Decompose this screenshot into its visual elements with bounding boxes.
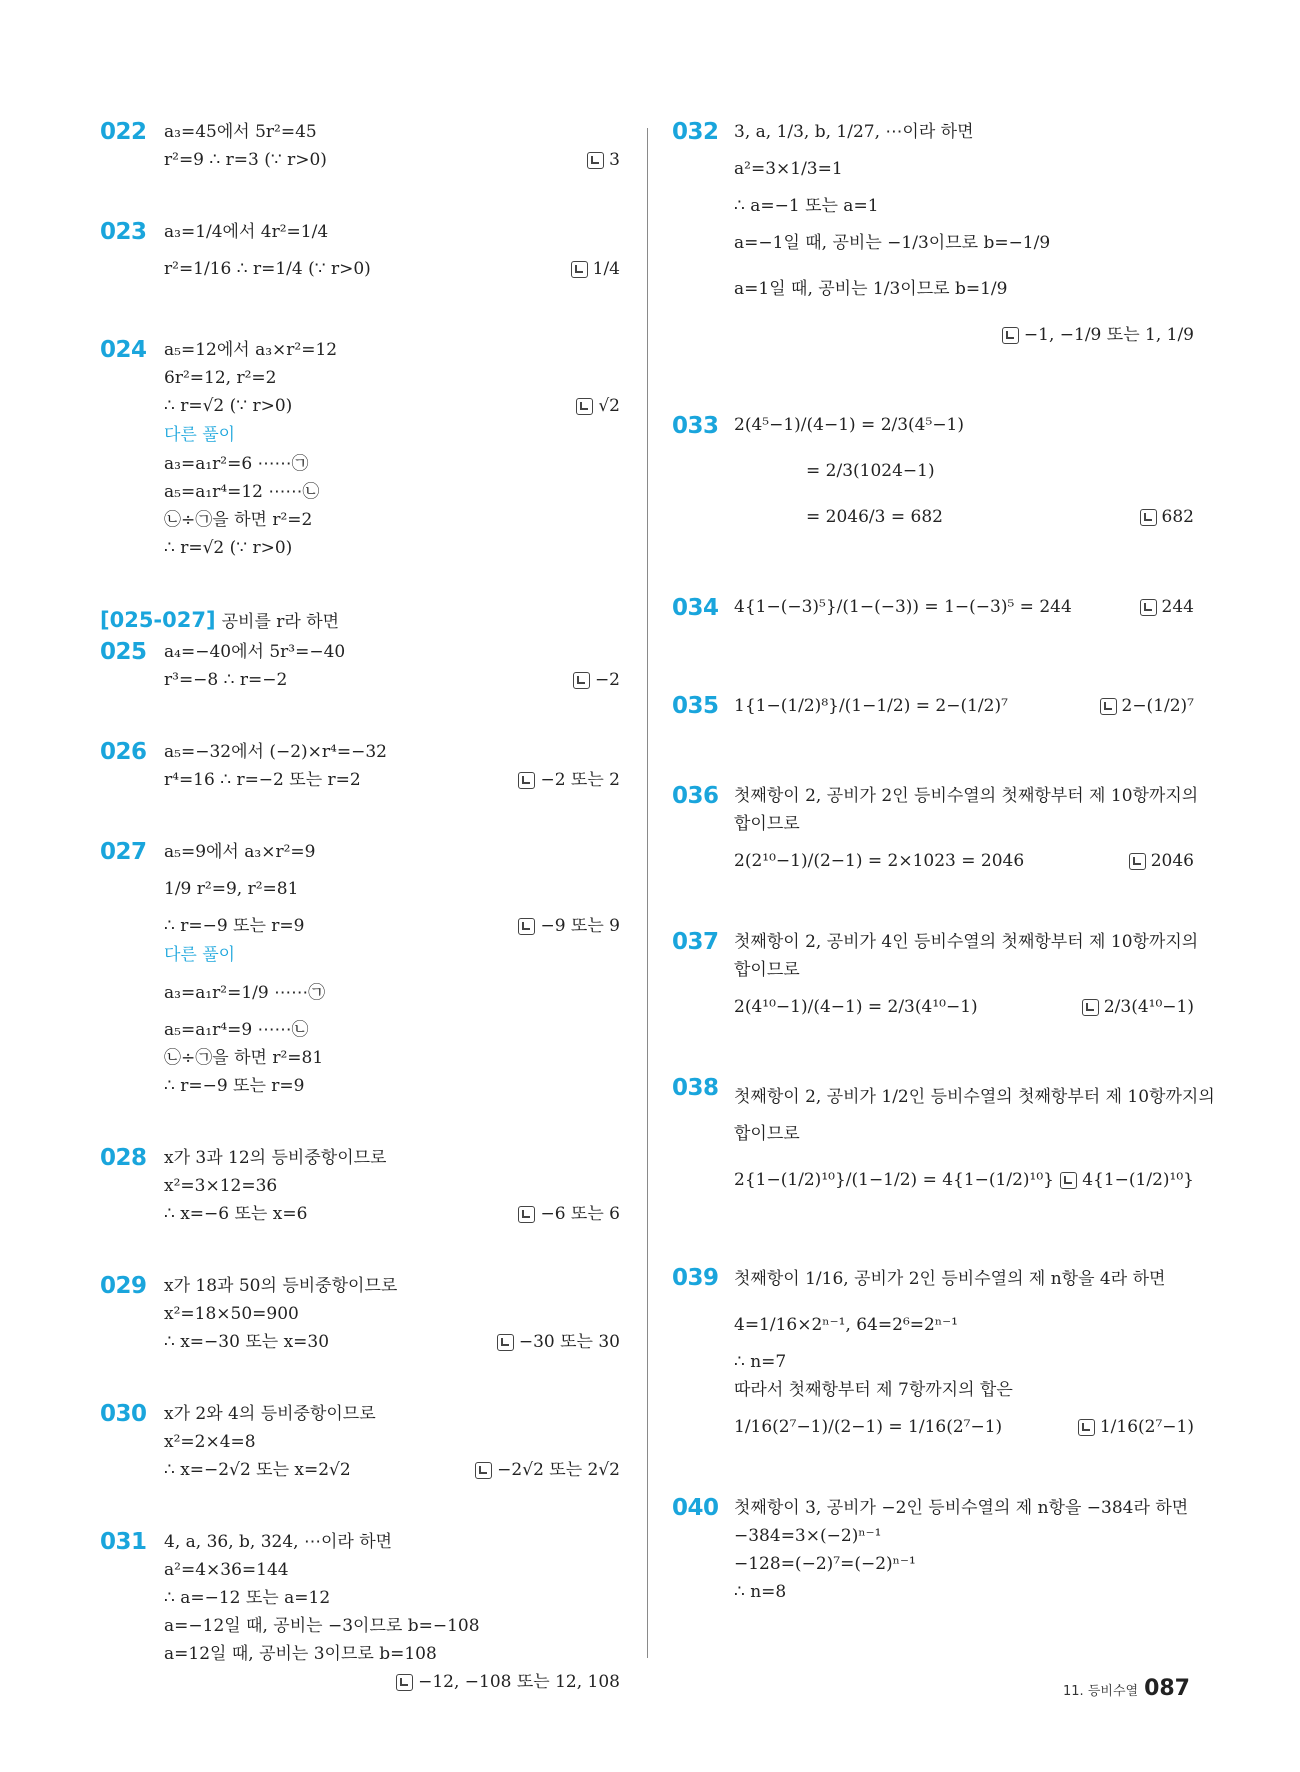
problem-number: 033 <box>672 413 719 439</box>
problem-number: 038 <box>672 1075 719 1101</box>
solution-line: x가 3과 12의 등비중항이므로 <box>164 1148 387 1168</box>
problem-number: 035 <box>672 693 719 719</box>
solution-line: a₃=45에서 5r²=45 <box>164 122 317 142</box>
answer <box>573 666 620 694</box>
solution-line: 첫째항이 3, 공비가 −2인 등비수열의 제 n항을 −384라 하면 <box>734 1498 1189 1518</box>
answer-value: 2/3(4¹⁰−1) <box>1103 997 1194 1017</box>
solution-line: 합이므로 <box>734 1124 800 1144</box>
problem-034 <box>672 584 1194 630</box>
answer-value: −1, −1/9 또는 1, 1/9 <box>1023 325 1194 345</box>
alt-line: a₅=a₁r⁴=12 ⋯⋯㉡ <box>164 482 320 502</box>
solution-line: a²=3×1/3=1 <box>734 159 843 179</box>
answer-value: −2√2 또는 2√2 <box>497 1460 620 1480</box>
solution-line: 1{1−(1/2)⁸}/(1−1/2) = 2−(1/2)⁷ <box>734 696 1008 716</box>
answer-value: 2046 <box>1150 851 1194 871</box>
answer-value: −6 또는 6 <box>540 1204 620 1224</box>
alt-line: a₃=a₁r²=6 ⋯⋯㉠ <box>164 454 309 474</box>
problem-number: 031 <box>100 1529 147 1555</box>
answer-value: √2 <box>598 396 620 416</box>
answer-mark-icon <box>518 918 535 935</box>
answer-mark-icon <box>1078 1419 1095 1436</box>
problem-number: 029 <box>100 1273 147 1299</box>
solution-line: a₃=1/4에서 4r²=1/4 <box>164 222 329 242</box>
answer-value: 1/4 <box>592 259 620 279</box>
solution-line: 2(4¹⁰−1)/(4−1) = 2/3(4¹⁰−1) <box>734 997 978 1017</box>
answer <box>1140 584 1194 630</box>
solution-line: 1/9 r²=9, r²=81 <box>164 879 299 899</box>
solution-line: −128=(−2)⁷=(−2)ⁿ⁻¹ <box>734 1554 916 1574</box>
solution-line: 1/16(2⁷−1)/(2−1) = 1/16(2⁷−1) <box>734 1417 1003 1437</box>
answer-mark-icon <box>396 1674 413 1691</box>
solution-line: ∴ x=−6 또는 x=6 <box>164 1204 308 1224</box>
page-footer <box>1063 1676 1190 1701</box>
problem-025 <box>100 638 620 694</box>
problem-number: 032 <box>672 119 719 145</box>
problem-number: 028 <box>100 1145 147 1171</box>
solution-line: 첫째항이 2, 공비가 1/2인 등비수열의 첫째항부터 제 10항까지의 <box>734 1087 1215 1107</box>
solution-line: x²=2×4=8 <box>164 1432 256 1452</box>
group-number: [025-027] <box>100 608 216 632</box>
solution-line: ∴ x=−2√2 또는 x=2√2 <box>164 1460 351 1480</box>
problem-039 <box>672 1256 1194 1450</box>
answer <box>518 766 620 794</box>
problem-030 <box>100 1400 620 1484</box>
chapter-label: 11. 등비수열 <box>1063 1684 1139 1699</box>
answer <box>1100 674 1195 738</box>
problem-number: 024 <box>100 337 147 363</box>
solution-line: −384=3×(−2)ⁿ⁻¹ <box>734 1526 882 1546</box>
answer <box>396 1668 620 1696</box>
alt-line: a₃=a₁r²=1/9 ⋯⋯㉠ <box>164 983 326 1003</box>
answer-mark-icon <box>587 152 604 169</box>
solution-line: 2(4⁵−1)/(4−1) = 2/3(4⁵−1) <box>734 415 965 435</box>
answer <box>475 1456 620 1484</box>
problem-026 <box>100 738 620 794</box>
answer-mark-icon <box>1082 999 1099 1016</box>
answer <box>576 392 620 420</box>
answer <box>1060 1148 1194 1212</box>
solution-line: 4, a, 36, b, 324, ⋯이라 하면 <box>164 1532 393 1552</box>
solution-line: r²=9 ∴ r=3 (∵ r>0) <box>164 150 327 170</box>
problem-033 <box>672 402 1194 540</box>
answer-value: 244 <box>1161 597 1194 617</box>
answer-value: −2 <box>594 670 620 690</box>
problem-032 <box>672 118 1194 358</box>
solution-line: r⁴=16 ∴ r=−2 또는 r=2 <box>164 770 361 790</box>
solution-line: x²=3×12=36 <box>164 1176 278 1196</box>
solution-line: ∴ a=−1 또는 a=1 <box>734 196 879 216</box>
solution-line: a₄=−40에서 5r³=−40 <box>164 642 346 662</box>
alt-line: ㉡÷㉠을 하면 r²=2 <box>164 510 313 530</box>
group-header <box>100 606 620 636</box>
answer-value: −30 또는 30 <box>518 1332 620 1352</box>
problem-027 <box>100 838 620 1100</box>
answer-value: 2−(1/2)⁷ <box>1121 696 1194 716</box>
answer <box>1129 838 1194 884</box>
solution-line: ∴ n=7 <box>734 1352 787 1372</box>
solution-line: 2{1−(1/2)¹⁰}/(1−1/2) = 4{1−(1/2)¹⁰} <box>734 1170 1054 1190</box>
problem-number: 039 <box>672 1265 719 1291</box>
problem-035 <box>672 674 1194 738</box>
solution-line: a=−1일 때, 공비는 −1/3이므로 b=−1/9 <box>734 233 1051 253</box>
solution-line: 따라서 첫째항부터 제 7항까지의 합은 <box>734 1380 1013 1400</box>
answer-value: −2 또는 2 <box>540 770 620 790</box>
group-text: 공비를 r라 하면 <box>221 612 340 632</box>
answer-mark-icon <box>573 672 590 689</box>
problem-number: 030 <box>100 1401 147 1427</box>
answer <box>1140 494 1194 540</box>
solution-line: r³=−8 ∴ r=−2 <box>164 670 288 690</box>
answer-value: 3 <box>609 150 620 170</box>
solution-line: x가 18과 50의 등비중항이므로 <box>164 1276 398 1296</box>
problem-023 <box>100 218 620 292</box>
solution-line: ∴ a=−12 또는 a=12 <box>164 1588 331 1608</box>
answer-mark-icon <box>1100 698 1117 715</box>
problem-040 <box>672 1494 1194 1606</box>
problem-number: 034 <box>672 595 719 621</box>
alt-line: a₅=a₁r⁴=9 ⋯⋯㉡ <box>164 1020 309 1040</box>
answer <box>1082 984 1194 1030</box>
solution-line: a=1일 때, 공비는 1/3이므로 b=1/9 <box>734 279 1008 299</box>
answer-value: 4{1−(1/2)¹⁰} <box>1082 1170 1194 1190</box>
solution-line: 3, a, 1/3, b, 1/27, ⋯이라 하면 <box>734 122 974 142</box>
answer-mark-icon <box>1129 853 1146 870</box>
answer-mark-icon <box>518 772 535 789</box>
answer-value: −12, −108 또는 12, 108 <box>418 1672 620 1692</box>
problem-024 <box>100 336 620 562</box>
solution-line: 첫째항이 2, 공비가 2인 등비수열의 첫째항부터 제 10항까지의 <box>734 786 1199 806</box>
problem-031 <box>100 1528 620 1696</box>
answer-mark-icon <box>576 398 593 415</box>
answer-mark-icon <box>1002 327 1019 344</box>
solution-line: 합이므로 <box>734 960 800 980</box>
solution-line: ∴ r=√2 (∵ r>0) <box>164 396 293 416</box>
solution-line: a₅=12에서 a₃×r²=12 <box>164 340 338 360</box>
problem-number: 040 <box>672 1495 719 1521</box>
alt-line: ㉡÷㉠을 하면 r²=81 <box>164 1048 324 1068</box>
answer <box>518 1200 620 1228</box>
right-column <box>672 118 1215 1650</box>
answer <box>1078 1404 1194 1450</box>
alt-line: ∴ r=−9 또는 r=9 <box>164 1076 305 1096</box>
solution-line: 4{1−(−3)⁵}/(1−(−3)) = 1−(−3)⁵ = 244 <box>734 597 1072 617</box>
alternative-solution-title: 다른 풀이 <box>164 425 236 445</box>
answer-mark-icon <box>571 261 588 278</box>
column-divider <box>647 128 648 1658</box>
solution-line: ∴ x=−30 또는 x=30 <box>164 1332 330 1352</box>
solution-line: a₅=9에서 a₃×r²=9 <box>164 842 316 862</box>
problem-number: 026 <box>100 739 147 765</box>
solution-line: 4=1/16×2ⁿ⁻¹, 64=2⁶=2ⁿ⁻¹ <box>734 1315 958 1335</box>
solution-line: = 2046/3 = 682 <box>806 507 943 527</box>
solution-line: 합이므로 <box>734 814 800 834</box>
solution-line: a=−12일 때, 공비는 −3이므로 b=−108 <box>164 1616 480 1636</box>
problem-number: 025 <box>100 639 147 665</box>
problem-037 <box>672 928 1199 1030</box>
answer-value: 1/16(2⁷−1) <box>1099 1417 1194 1437</box>
problem-number: 022 <box>100 119 147 145</box>
solution-line: 6r²=12, r²=2 <box>164 368 277 388</box>
solution-line: ∴ r=−9 또는 r=9 <box>164 916 305 936</box>
alternative-solution-title: 다른 풀이 <box>164 945 236 965</box>
left-column <box>100 118 620 1740</box>
problem-number: 036 <box>672 783 719 809</box>
solution-line: r²=1/16 ∴ r=1/4 (∵ r>0) <box>164 259 371 279</box>
page-number: 087 <box>1144 1676 1190 1701</box>
answer <box>497 1328 620 1356</box>
solution-line: x가 2와 4의 등비중항이므로 <box>164 1404 376 1424</box>
problem-028 <box>100 1144 620 1228</box>
answer-mark-icon <box>1140 599 1157 616</box>
problem-number: 023 <box>100 219 147 245</box>
answer-mark-icon <box>518 1206 535 1223</box>
answer <box>518 912 620 940</box>
problem-036 <box>672 782 1199 884</box>
alt-line: ∴ r=√2 (∵ r>0) <box>164 538 293 558</box>
answer <box>587 146 620 174</box>
solution-line: 첫째항이 1/16, 공비가 2인 등비수열의 제 n항을 4라 하면 <box>734 1269 1166 1289</box>
answer-mark-icon <box>475 1462 492 1479</box>
solution-line: 2(2¹⁰−1)/(2−1) = 2×1023 = 2046 <box>734 851 1025 871</box>
solution-line: 첫째항이 2, 공비가 4인 등비수열의 첫째항부터 제 10항까지의 <box>734 932 1199 952</box>
answer-mark-icon <box>1060 1172 1077 1189</box>
answer-value: 682 <box>1161 507 1194 527</box>
problem-number: 037 <box>672 929 719 955</box>
problem-number: 027 <box>100 839 147 865</box>
solution-line: ∴ n=8 <box>734 1582 787 1602</box>
solution-line: a=12일 때, 공비는 3이므로 b=108 <box>164 1644 437 1664</box>
solution-line: x²=18×50=900 <box>164 1304 299 1324</box>
problem-029 <box>100 1272 620 1356</box>
solution-line: = 2/3(1024−1) <box>806 461 935 481</box>
problem-022 <box>100 118 620 174</box>
problem-038 <box>672 1074 1215 1212</box>
answer-mark-icon <box>1140 509 1157 526</box>
answer <box>571 246 620 292</box>
solution-line: a₅=−32에서 (−2)×r⁴=−32 <box>164 742 387 762</box>
solution-line: a²=4×36=144 <box>164 1560 289 1580</box>
answer-value: −9 또는 9 <box>540 916 620 936</box>
answer-mark-icon <box>497 1334 514 1351</box>
answer <box>1002 312 1194 358</box>
